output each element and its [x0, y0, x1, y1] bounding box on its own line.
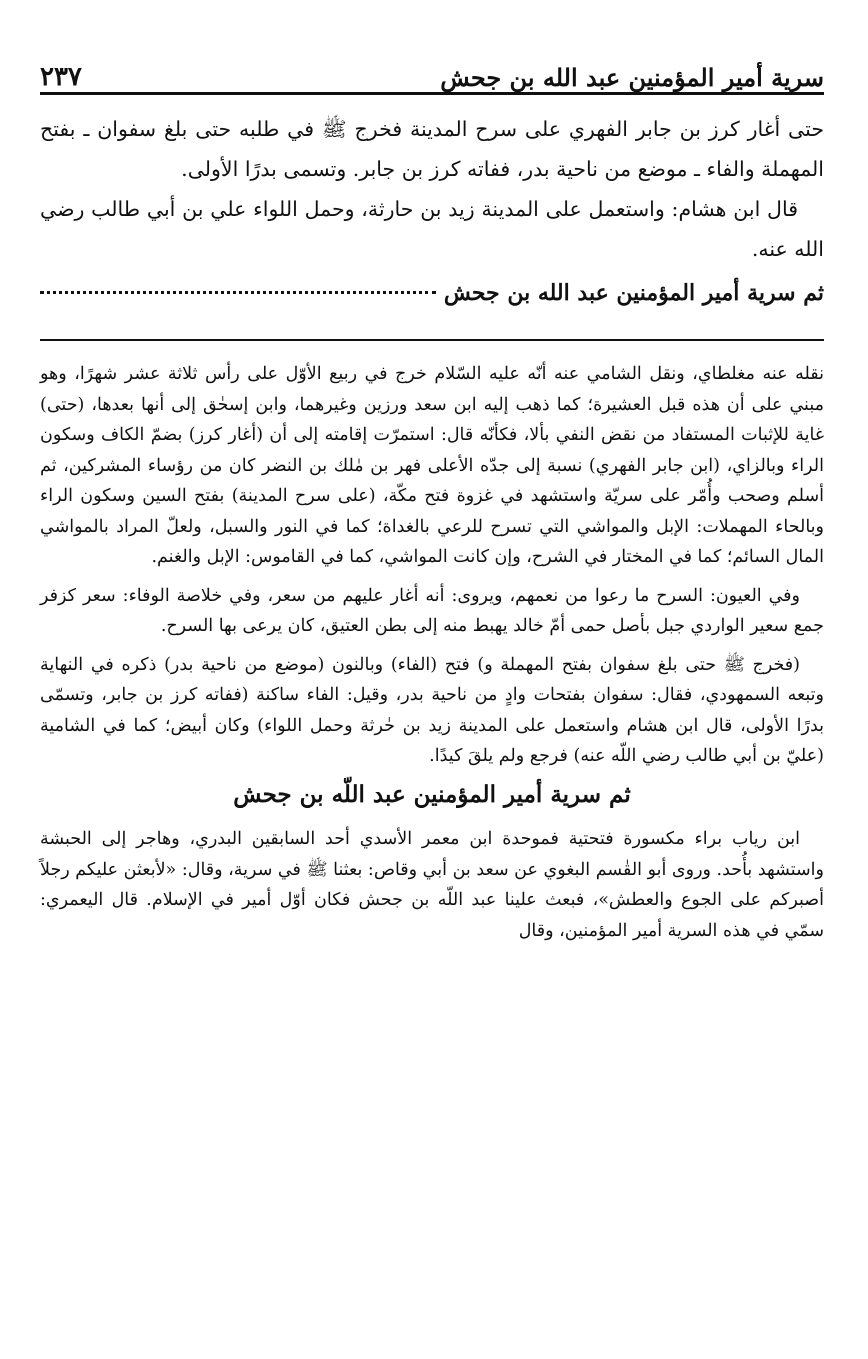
main-section-heading: [40, 273, 824, 313]
running-title: سرية أمير المؤمنين عبد الله بن جحش: [440, 63, 824, 92]
running-header: [40, 50, 824, 95]
dotted-leader: [40, 291, 436, 294]
main-paragraph: قال ابن هشام: واستعمل على المدينة زيد بن حارثة، وحمل اللواء علي بن أبي طالب رضي الله عنه.: [40, 197, 824, 261]
main-paragraph: حتى أغار كرز بن جابر الفهري على سرح المدينة فخرج ﷺ في طلبه حتى بلغ سفوان ـ بفتح المهملة والفاء ـ موضع من ناحية بدر، ففاته كرز بن جابر. وتسمى بدرًا الأولى.: [40, 117, 824, 181]
main-heading-text: ثم سرية أمير المؤمنين عبد الله بن جحش: [443, 280, 824, 306]
commentary-paragraph: وفي العيون: السرح ما رعوا من نعمهم، ويروى: أنه أغار عليهم من سعر، وفي خلاصة الوفاء: سعر كزفر جمع سعير الواردي جبل بأصل حمى أمّ خالد يهبط منه إلى بطن العتيق، كان يرعى بها السرح.: [40, 585, 824, 636]
page-number: ٢٣٧: [40, 62, 82, 92]
text-separator-line: [40, 339, 824, 341]
commentary-paragraph: (فخرج ﷺ حتى بلغ سفوان بفتح المهملة و) فتح (الفاء) وبالنون (موضع من ناحية بدر) ذكره في النهاية وتبعه السمهودي، فقال: سفوان بفتحات وادٍ من ناحية بدر، وقيل: الفاء ساكنة (ففاته كرز بن جابر، وتسمّى بدرًا الأولى، قال ابن هشام واستعمل على المدينة زيد بن حٰرثة وحمل اللواء) وكان أبيض؛ كما في الشامية (عليّ بن أبي طالب رضي اللّه عنه) فرجع ولم يلقَ كيدًا.: [40, 654, 824, 766]
commentary-paragraph: نقله عنه مغلطاي، ونقل الشامي عنه أنّه عليه السّلام خرج في ربيع الأوّل على رأس ثلاثة عشر شهرًا، وهو مبني على أن هذه قبل العشيرة؛ كما ذهب إليه ابن سعد ورزين وغيرهما، وابن إسحٰق إلى أنها بعدها، (حتى) غاية للإثبات المستفاد من نقض النفي بألا، فكأنّه قال: استمرّت إقامته إلى أن (أغار كرز) بضمّ الكاف وسكون الراء وبالزاي، (ابن جابر الفهري) نسبة إلى جدّه الأعلى فهر بن مٰلك بن النضر كان من رؤساء المشركين، ثم أسلم وصحب وأُمّر على سريّة واستشهد في غزوة فتح مكّة، (على سرح المدينة) بفتح السين وسكون الراء وبالحاء المهملات: الإبل والمواشي التي تسرح للرعي بالغداة؛ كما في النور والسبل، ولعلّ المراد بالمواشي المال السائم؛ كما في المختار في الشرح، وإن كانت المواشي، كما في القاموس: الإبل والغنم.: [40, 364, 824, 567]
main-text: [40, 109, 824, 313]
commentary-section-heading: ثم سرية أمير المؤمنين عبد اللّه بن جحش: [233, 780, 631, 808]
commentary-text: [40, 359, 824, 946]
commentary-paragraph: ابن رياب براء مكسورة فتحتية فموحدة ابن معمر الأسدي أحد السابقين البدري، وهاجر إلى الحبشة واستشهد بأُحد. وروى أبو القٰسم البغوي عن سعد بن أبي وقاص: بعثنا ﷺ في سرية، وقال: «لأبعثن عليكم رجلاً أصبركم على الجوع والعطش»، فبعث علينا عبد اللّه بن جحش فكان أوّل أمير في الإسلام. قال اليعمري: سمّي في هذه السرية أمير المؤمنين، وقال: [40, 829, 824, 941]
